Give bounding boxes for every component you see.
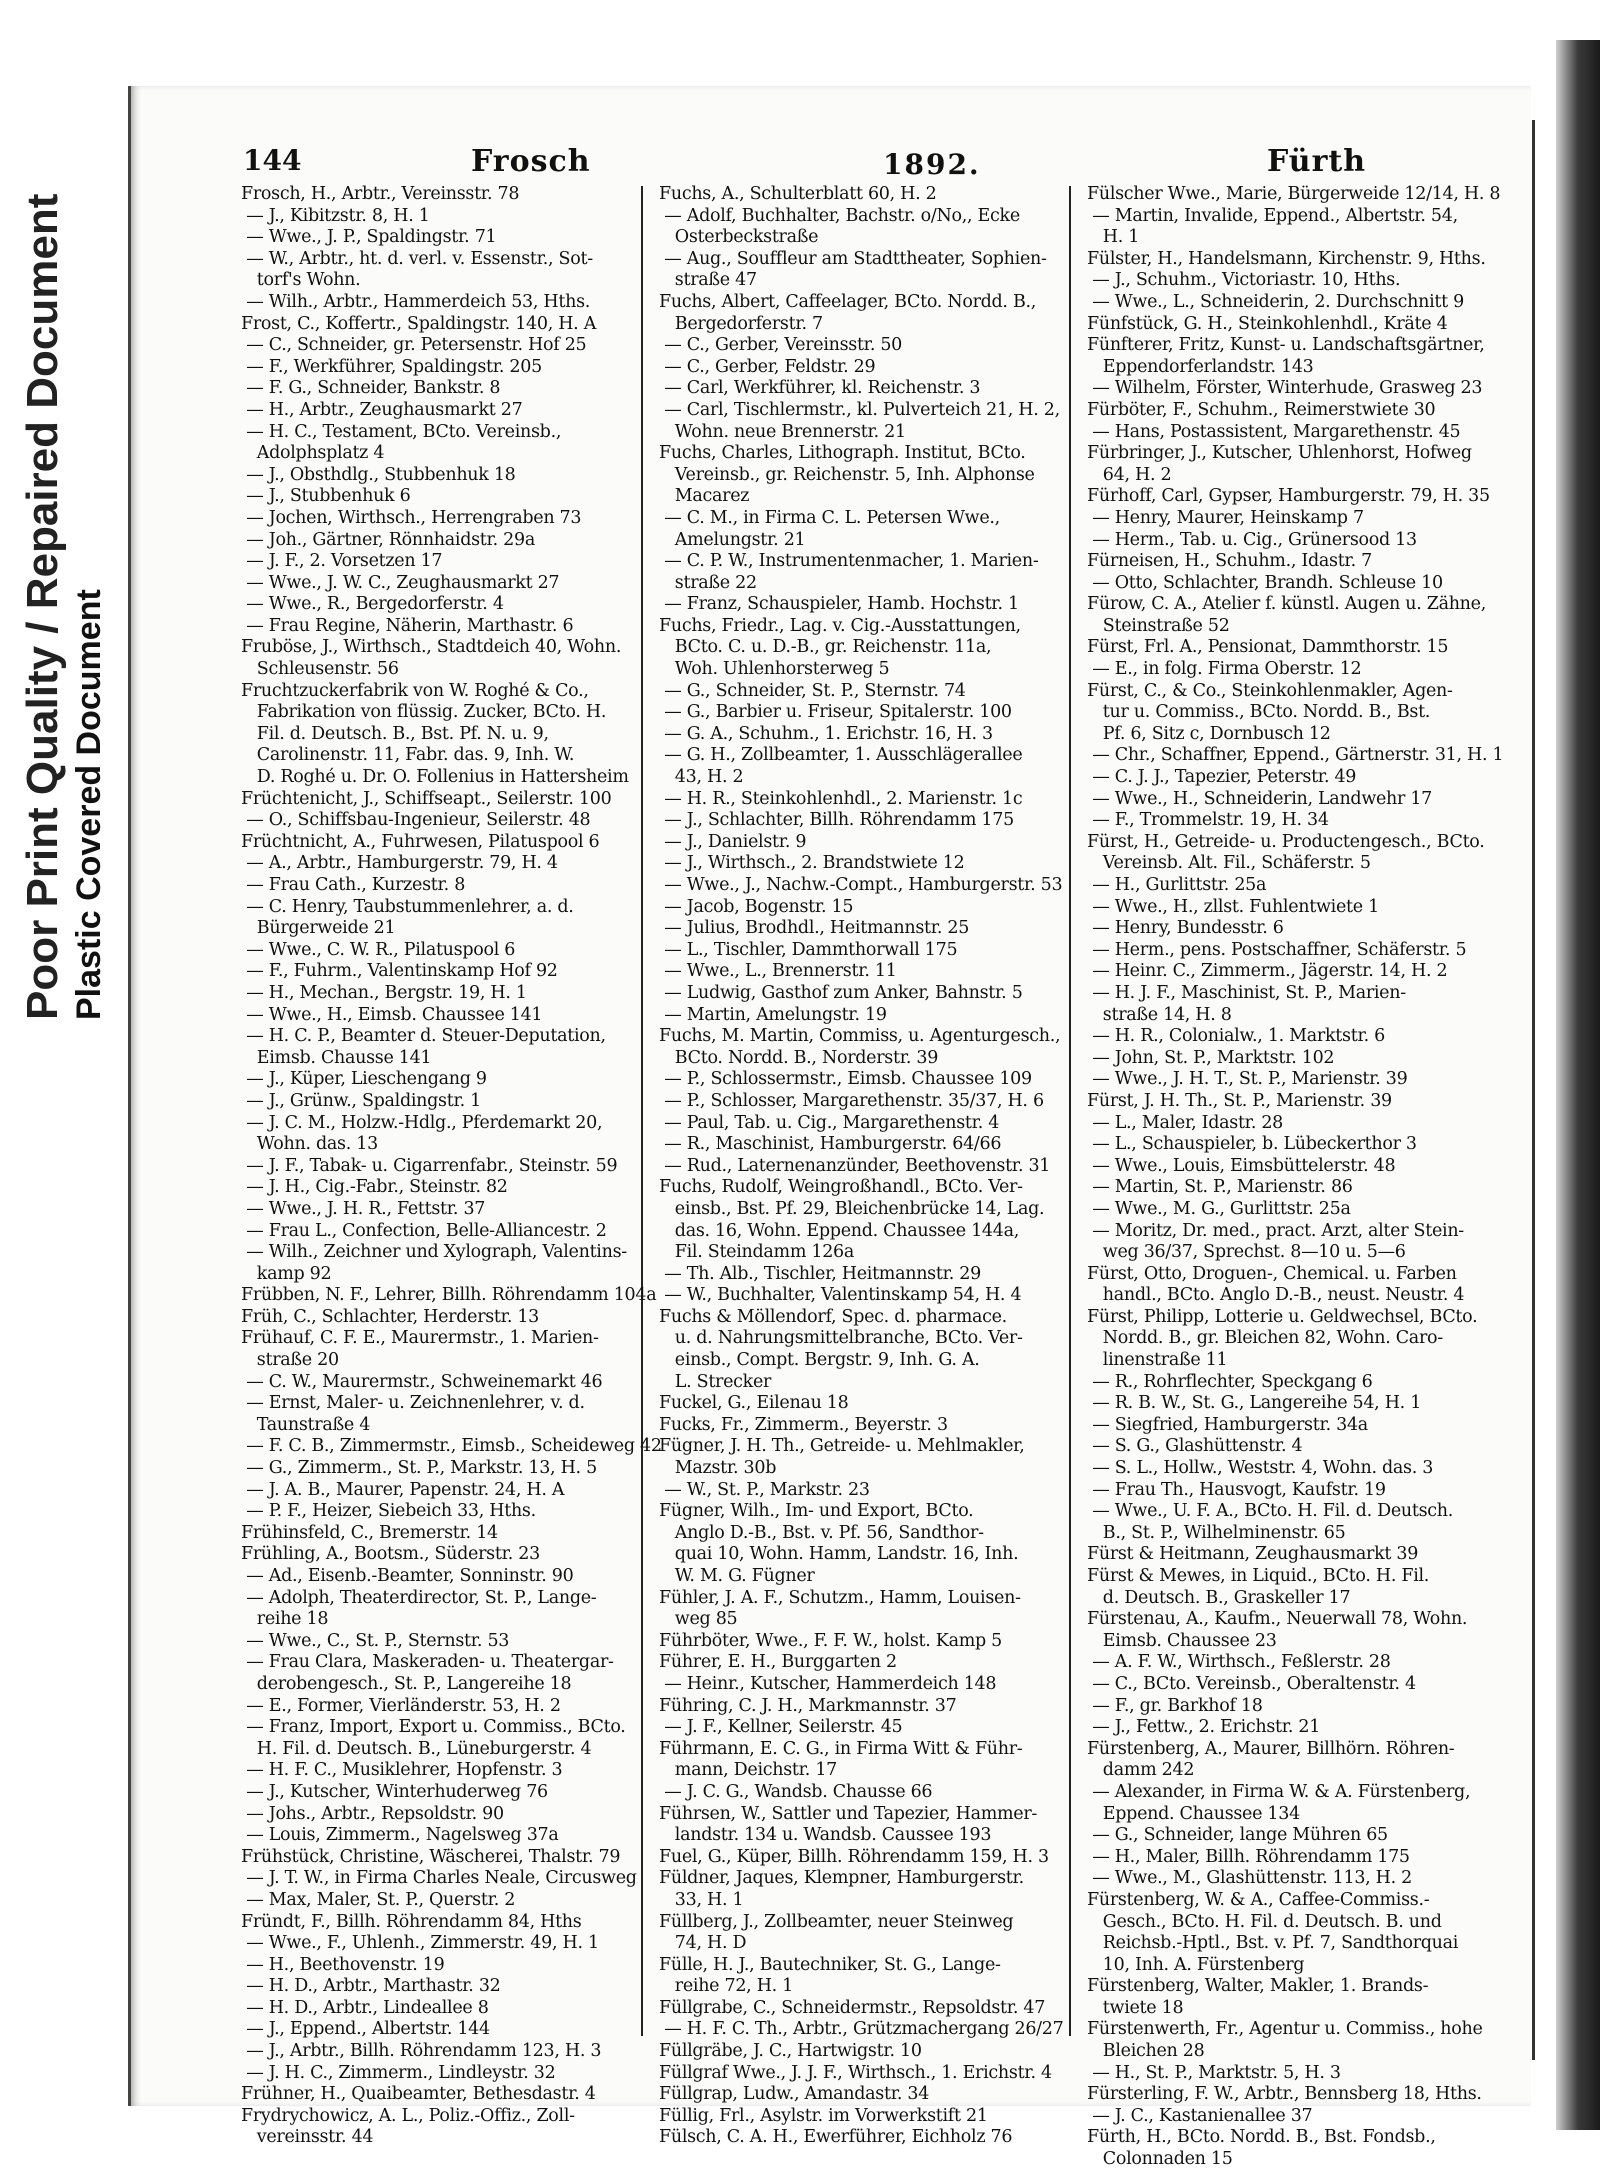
directory-entry-line: damm 242	[1087, 1760, 1195, 1781]
directory-entry-line: Anglo D.-B., Bst. v. Pf. 56, Sandthor-	[659, 1522, 984, 1543]
directory-entry-line: — J. C. M., Holzw.-Hdlg., Pferdemarkt 20,	[241, 1112, 603, 1133]
directory-entry-line: — H., St. P., Marktstr. 5, H. 3	[1087, 2062, 1341, 2083]
directory-entry-line: Fuchs, A., Schulterblatt 60, H. 2	[659, 184, 937, 204]
directory-entry-line: — J. C., Kastanienallee 37	[1087, 2105, 1313, 2126]
directory-entry-line: — Wilh., Zeichner und Xylograph, Valentins-	[241, 1242, 627, 1263]
directory-entry-line: — G. A., Schuhm., 1. Erichstr. 16, H. 3	[659, 723, 993, 744]
directory-entry-line: Füllgrap, Ludw., Amandastr. 34	[659, 2084, 930, 2105]
directory-entry-line: W. M. G. Fügner	[659, 1566, 815, 1586]
directory-entry-line: — G., Barbier u. Friseur, Spitalerstr. 100	[659, 702, 1012, 723]
directory-entry-line: — Rud., Laternenanzünder, Beethovenstr. 31	[659, 1155, 1051, 1176]
page-header	[131, 144, 1531, 184]
directory-entry-line: — F. G., Schneider, Bankstr. 8	[241, 378, 501, 399]
directory-entry-line: — C., BCto. Vereinsb., Oberaltenstr. 4	[1087, 1673, 1416, 1694]
directory-entry-line: — E., Former, Vierländerstr. 53, H. 2	[241, 1695, 561, 1716]
directory-entry-line: — W., Arbtr., ht. d. verl. v. Essenstr., Sot-	[241, 248, 593, 269]
directory-entry-line: Fil. d. Deutsch. B., Bst. Pf. N. u. 9,	[241, 723, 549, 744]
directory-entry-line: — C. W., Maurermstr., Schweinemarkt 46	[241, 1371, 603, 1392]
directory-entry-line: 10, Inh. A. Fürstenberg	[1087, 1954, 1305, 1975]
directory-entry-line: reihe 72, H. 1	[659, 1976, 794, 1997]
directory-entry-line: — A. F. W., Wirthsch., Feßlerstr. 28	[1087, 1652, 1391, 1673]
directory-entry-line: — J., Wirthsch., 2. Brandstwiete 12	[659, 853, 965, 874]
directory-entry-line: — G. H., Zollbeamter, 1. Ausschlägerallee	[659, 745, 1023, 766]
directory-entry-line: — Wwe., J. W. C., Zeughausmarkt 27	[241, 572, 560, 593]
directory-entry-line: — J., Fettw., 2. Erichstr. 21	[1087, 1717, 1321, 1738]
directory-entry-line: Frühauf, C. F. E., Maurermstr., 1. Marien-	[241, 1328, 599, 1349]
scan-edge-shadow	[1556, 40, 1600, 2130]
directory-entry-line: — H., Maler, Billh. Röhrendamm 175	[1087, 1846, 1410, 1867]
directory-entry-line: Füldner, Jaques, Klempner, Hamburgerstr.	[659, 1868, 1024, 1889]
directory-entry-line: — Wilh., Arbtr., Hammerdeich 53, Hths.	[241, 291, 591, 312]
directory-entry-line: — C. P. W., Instrumentenmacher, 1. Marien-	[659, 551, 1039, 572]
directory-entry-line: Bürgerweide 21	[241, 918, 396, 939]
directory-entry-line: Reichsb.-Hptl., Bst. v. Pf. 7, Sandthorquai	[1087, 1933, 1459, 1954]
directory-entry-line: Fülster, H., Handelsmann, Kirchenstr. 9, Hths.	[1087, 248, 1486, 269]
directory-entry-line: — F., gr. Barkhof 18	[1087, 1695, 1263, 1716]
directory-entry-line: Fürst & Mewes, in Liquid., BCto. H. Fil.	[1087, 1566, 1430, 1586]
directory-entry-line: — Adolf, Buchhalter, Bachstr. o/No,, Ecke	[659, 205, 1020, 226]
directory-entry-line: Fürneisen, H., Schuhm., Idastr. 7	[1087, 551, 1372, 572]
directory-entry-line: — H. D., Arbtr., Marthastr. 32	[241, 1976, 501, 1997]
directory-entry-line: — Wwe., R., Bergedorferstr. 4	[241, 594, 504, 615]
directory-entry-line: — H., Mechan., Bergstr. 19, H. 1	[241, 982, 527, 1003]
directory-entry-line: — H. D., Arbtr., Lindeallee 8	[241, 1997, 489, 2018]
directory-entry-line: — Carl, Tischlermstr., kl. Pulverteich 21, H. 2,	[659, 399, 1060, 420]
directory-entry-line: Fürbringer, J., Kutscher, Uhlenhorst, Hofweg	[1087, 443, 1472, 464]
directory-entry-line: — H. C. P., Beamter d. Steuer-Deputation,	[241, 1026, 606, 1047]
directory-entry-line: Fülle, H. J., Bautechniker, St. G., Lange-	[659, 1954, 1001, 1975]
directory-entry-line: Fürsterling, F. W., Arbtr., Bennsberg 18, Hths.	[1087, 2084, 1482, 2105]
directory-entry-line: — Wwe., L., Brennerstr. 11	[659, 961, 897, 982]
directory-entry-line: — F., Werkführer, Spaldingstr. 205	[241, 356, 542, 377]
directory-entry-line: — Herm., Tab. u. Cig., Grünersood 13	[1087, 529, 1417, 550]
directory-entry-line: Fuchs, Charles, Lithograph. Institut, BCto.	[659, 443, 1026, 464]
directory-entry-line: Füllgräbe, J. C., Hartwigstr. 10	[659, 2041, 922, 2062]
directory-entry-line: Fürst, Otto, Droguen-, Chemical. u. Farben	[1087, 1263, 1457, 1284]
column-middle	[659, 184, 1064, 2148]
directory-entry-line: — Franz, Import, Export u. Commiss., BCto.	[241, 1717, 626, 1738]
directory-entry-line: — Wwe., J. H. R., Fettstr. 37	[241, 1198, 486, 1219]
column-left	[241, 184, 662, 2148]
directory-entry-line: Führsen, W., Sattler und Tapezier, Hammer-	[659, 1803, 1038, 1824]
directory-entry-line: — J., Stubbenhuk 6	[241, 486, 411, 507]
directory-entry-line: — Julius, Brodhdl., Heitmannstr. 25	[659, 918, 970, 939]
directory-entry-line: BCto. C. u. D.-B., gr. Reichenstr. 11a,	[659, 637, 992, 658]
directory-entry-line: Fruchtzuckerfabrik von W. Roghé & Co.,	[241, 680, 589, 701]
directory-entry-line: — Wwe., C. W. R., Pilatuspool 6	[241, 939, 516, 960]
directory-entry-line: Steinstraße 52	[1087, 615, 1230, 636]
directory-entry-line: — Louis, Zimmerm., Nagelsweg 37a	[241, 1825, 559, 1846]
directory-entry-line: Fürth, H., BCto. Nordd. B., Bst. Fondsb.,	[1087, 2127, 1436, 2148]
directory-entry-line: — H. R., Steinkohlenhdl., 2. Marienstr. 1c	[659, 788, 1023, 809]
directory-entry-line: — J., Arbtr., Billh. Röhrendamm 123, H. 3	[241, 2041, 602, 2062]
directory-entry-line: Vereinsb., gr. Reichenstr. 5, Inh. Alphonse	[659, 464, 1035, 485]
directory-entry-line: H. 1	[1087, 227, 1140, 248]
directory-entry-line: — H. J. F., Maschinist, St. P., Marien-	[1087, 982, 1406, 1003]
directory-entry-line: Fürstenberg, A., Maurer, Billhörn. Röhren-	[1087, 1738, 1455, 1759]
directory-entry-line: Fucks, Fr., Zimmerm., Beyerstr. 3	[659, 1414, 948, 1435]
directory-entry-line: — Aug., Souffleur am Stadttheater, Sophien-	[659, 248, 1047, 269]
directory-entry-line: reihe 18	[241, 1609, 329, 1630]
directory-entry-line: — S. L., Hollw., Weststr. 4, Wohn. das. 3	[1087, 1458, 1434, 1479]
directory-entry-line: Früchtenicht, J., Schiffseapt., Seilerstr. 100	[241, 788, 612, 809]
directory-entry-line: — Wwe., H., zllst. Fuhlentwiete 1	[1087, 896, 1379, 917]
directory-entry-line: — Siegfried, Hamburgerstr. 34a	[1087, 1414, 1368, 1435]
directory-entry-line: — F. C. B., Zimmermstr., Eimsb., Scheideweg 42	[241, 1436, 662, 1457]
directory-entry-line: Vereinsb. Alt. Fil., Schäferstr. 5	[1087, 853, 1371, 874]
directory-entry-line: straße 14, H. 8	[1087, 1004, 1232, 1025]
directory-entry-line: Pf. 6, Sitz c, Dornbusch 12	[1087, 723, 1331, 744]
directory-entry-line: — J., Schlachter, Billh. Röhrendamm 175	[659, 810, 1014, 831]
header-year: 1892.	[883, 148, 981, 181]
directory-entry-line: — Chr., Schaffner, Eppend., Gärtnerstr. 31, H. 1	[1087, 745, 1504, 766]
directory-entry-line: Fürstenwerth, Fr., Agentur u. Commiss., hohe	[1087, 2019, 1483, 2040]
directory-entry-line: Wohn. das. 13	[241, 1134, 378, 1155]
directory-entry-line: — Frau Th., Hausvogt, Kaufstr. 19	[1087, 1479, 1386, 1500]
directory-entry-line: — Carl, Werkführer, kl. Reichenstr. 3	[659, 378, 981, 399]
directory-entry-line: — Henry, Bundesstr. 6	[1087, 918, 1284, 939]
directory-entry-line: Mazstr. 30b	[659, 1458, 777, 1479]
directory-entry-line: Fürst & Heitmann, Zeughausmarkt 39	[1087, 1544, 1419, 1565]
directory-entry-line: quai 10, Wohn. Hamm, Landstr. 16, Inh.	[659, 1544, 1019, 1565]
directory-entry-line: — R., Maschinist, Hamburgerstr. 64/66	[659, 1134, 1002, 1155]
directory-entry-line: Fügner, Wilh., Im- und Export, BCto.	[659, 1501, 974, 1522]
directory-entry-line: Fügner, J. H. Th., Getreide- u. Mehlmakler,	[659, 1436, 1025, 1457]
directory-entry-line: Frost, C., Koffertr., Spaldingstr. 140, H. A	[241, 313, 597, 334]
directory-entry-line: Eppendorferlandstr. 143	[1087, 356, 1314, 377]
directory-entry-line: das. 16, Wohn. Eppend. Chaussee 144a,	[659, 1220, 1019, 1241]
directory-entry-line: — Johs., Arbtr., Repsoldstr. 90	[241, 1803, 504, 1824]
directory-entry-line: — J. F., Kellner, Seilerstr. 45	[659, 1717, 903, 1738]
directory-entry-line: Woh. Uhlenhorsterweg 5	[659, 659, 890, 680]
directory-entry-line: — Henry, Maurer, Heinskamp 7	[1087, 507, 1364, 528]
side-label-repaired: Poor Print Quality / Repaired Document	[18, 193, 67, 1020]
directory-entry-line: Frosch, H., Arbtr., Vereinsstr. 78	[241, 184, 520, 204]
directory-entry-line: landstr. 134 u. Wandsb. Caussee 193	[659, 1825, 992, 1846]
directory-entry-line: — J. H. C., Zimmerm., Lindleystr. 32	[241, 2062, 556, 2083]
directory-entry-line: — P. F., Heizer, Siebeich 33, Hths.	[241, 1501, 536, 1522]
directory-entry-line: — Wwe., J., Nachw.-Compt., Hamburgerstr. 53	[659, 875, 1063, 895]
directory-entry-line: Osterbeckstraße	[659, 227, 819, 248]
directory-entry-line: — W., Buchhalter, Valentinskamp 54, H. 4	[659, 1285, 1022, 1306]
directory-entry-line: Fülscher Wwe., Marie, Bürgerweide 12/14, H. 8	[1087, 184, 1501, 204]
directory-entry-line: — Max, Maler, St. P., Querstr. 2	[241, 1889, 516, 1910]
directory-entry-line: — H. F. C., Musiklehrer, Hopfenstr. 3	[241, 1760, 563, 1781]
directory-entry-line: — Frau Cath., Kurzestr. 8	[241, 875, 466, 895]
header-right-word: Fürth	[1267, 144, 1367, 179]
directory-entry-line: kamp 92	[241, 1263, 332, 1284]
directory-entry-line: — Wwe., J. H. T., St. P., Marienstr. 39	[1087, 1069, 1408, 1090]
directory-entry-line: Führer, E. H., Burggarten 2	[659, 1652, 897, 1673]
directory-entry-line: Fruböse, J., Wirthsch., Stadtdeich 40, Wohn.	[241, 637, 622, 658]
directory-entry-line: Fuckel, G., Eilenau 18	[659, 1393, 849, 1414]
directory-entry-line: straße 47	[659, 270, 757, 291]
directory-entry-line: Führing, C. J. H., Markmannstr. 37	[659, 1695, 957, 1716]
directory-entry-line: — Heinr. C., Zimmerm., Jägerstr. 14, H. 2	[1087, 961, 1448, 982]
directory-entry-line: Fürst, J. H. Th., St. P., Marienstr. 39	[1087, 1090, 1392, 1111]
directory-entry-line: torf's Wohn.	[241, 270, 361, 291]
directory-entry-line: H. Fil. d. Deutsch. B., Lüneburgerstr. 4	[241, 1738, 592, 1759]
directory-entry-line: vereinsstr. 44	[241, 2127, 374, 2148]
directory-entry-line: D. Roghé u. Dr. O. Follenius in Hattersheim	[241, 767, 629, 788]
directory-entry-line: — Moritz, Dr. med., pract. Arzt, alter Stein-	[1087, 1220, 1464, 1241]
page-right-edge	[1532, 120, 1535, 2060]
directory-entry-line: — F., Trommelstr. 19, H. 34	[1087, 810, 1329, 831]
directory-entry-line: — J. F., 2. Vorsetzen 17	[241, 551, 443, 572]
directory-entry-line: Fuchs, Albert, Caffeelager, BCto. Nordd. B.,	[659, 291, 1037, 312]
directory-entry-line: 33, H. 1	[659, 1889, 744, 1910]
directory-entry-line: — Wwe., H., Schneiderin, Landwehr 17	[1087, 788, 1433, 809]
scan-side-label	[18, 140, 118, 1040]
directory-entry-line: Führböter, Wwe., F. F. W., holst. Kamp 5	[659, 1630, 1002, 1651]
directory-entry-line: — J., Danielstr. 9	[659, 831, 807, 852]
header-left-word: Frosch	[471, 144, 591, 179]
directory-entry-line: — J., Obsthdlg., Stubbenhuk 18	[241, 464, 516, 485]
directory-entry-line: derobengesch., St. P., Langereihe 18	[241, 1673, 572, 1694]
directory-entry-line: — J., Kibitzstr. 8, H. 1	[241, 205, 430, 226]
directory-entry-line: Früh, C., Schlachter, Herderstr. 13	[241, 1306, 540, 1327]
directory-entry-line: — Ernst, Maler- u. Zeichnenlehrer, v. d.	[241, 1393, 585, 1414]
directory-entry-line: — H. F. C. Th., Arbtr., Grützmachergang 26/27	[659, 2019, 1064, 2040]
directory-entry-line: — C. Henry, Taubstummenlehrer, a. d.	[241, 896, 574, 917]
directory-entry-line: Frühstück, Christine, Wäscherei, Thalstr. 79	[241, 1846, 621, 1867]
directory-entry-line: — Wwe., C., St. P., Sternstr. 53	[241, 1630, 510, 1651]
directory-entry-line: — J., Grünw., Spaldingstr. 1	[241, 1090, 481, 1111]
directory-entry-line: — C. M., in Firma C. L. Petersen Wwe.,	[659, 507, 1000, 528]
directory-entry-line: — P., Schlossermstr., Eimsb. Chaussee 109	[659, 1069, 1032, 1090]
directory-entry-line: — Wwe., Louis, Eimsbüttelerstr. 48	[1087, 1155, 1396, 1176]
directory-entry-line: tur u. Commiss., BCto. Nordd. B., Bst.	[1087, 702, 1431, 723]
directory-entry-line: Colonnaden 15	[1087, 2149, 1233, 2170]
directory-entry-line: — H., Arbtr., Zeughausmarkt 27	[241, 399, 523, 420]
directory-entry-line: — J., Eppend., Albertstr. 144	[241, 2019, 490, 2040]
side-label-plastic: Plastic Covered Document	[70, 589, 108, 1020]
directory-entry-line: — G., Schneider, lange Mühren 65	[1087, 1825, 1388, 1846]
directory-entry-line: — L., Tischler, Dammthorwall 175	[659, 939, 958, 960]
directory-entry-line: — Wwe., U. F. A., BCto. H. Fil. d. Deutsch.	[1087, 1501, 1454, 1522]
directory-entry-line: — Joh., Gärtner, Rönnhaidstr. 29a	[241, 529, 535, 550]
directory-entry-line: — Frau Regine, Näherin, Marthastr. 6	[241, 615, 574, 636]
directory-entry-line: einsb., Compt. Bergstr. 9, Inh. G. A.	[659, 1350, 980, 1371]
directory-entry-line: Fühler, J. A. F., Schutzm., Hamm, Louisen-	[659, 1587, 1021, 1608]
directory-entry-line: — L., Maler, Idastr. 28	[1087, 1112, 1284, 1133]
directory-entry-line: — R. B. W., St. G., Langereihe 54, H. 1	[1087, 1393, 1422, 1414]
directory-entry-line: — E., in folg. Firma Oberstr. 12	[1087, 659, 1362, 680]
directory-entry-line: Bleichen 28	[1087, 2041, 1205, 2062]
directory-entry-line: Frübben, N. F., Lehrer, Billh. Röhrendamm 104a	[241, 1285, 657, 1306]
directory-entry-line: Fünfterer, Fritz, Kunst- u. Landschaftsgärtner,	[1087, 335, 1485, 356]
directory-entry-line: einsb., Bst. Pf. 29, Bleichenbrücke 14, Lag.	[659, 1198, 1045, 1219]
directory-entry-line: 64, H. 2	[1087, 464, 1172, 485]
directory-entry-line: — J., Schuhm., Victoriastr. 10, Hths.	[1087, 270, 1401, 291]
directory-entry-line: Fabrikation von flüssig. Zucker, BCto. H.	[241, 702, 607, 723]
directory-entry-line: Fürow, C. A., Atelier f. künstl. Augen u. Zähne,	[1087, 594, 1486, 615]
directory-entry-line: Frühner, H., Quaibeamter, Bethesdastr. 4	[241, 2084, 596, 2105]
directory-entry-line: Frühling, A., Bootsm., Süderstr. 23	[241, 1544, 540, 1565]
directory-entry-line: Fuchs, Friedr., Lag. v. Cig.-Ausstattungen,	[659, 615, 1021, 636]
directory-entry-line: Eimsb. Chaussee 23	[1087, 1630, 1277, 1651]
page-number: 144	[243, 144, 302, 177]
directory-entry-line: Schleusenstr. 56	[241, 659, 399, 680]
directory-entry-line: — J. C. G., Wandsb. Chausse 66	[659, 1781, 933, 1802]
directory-entry-line: — Herm., pens. Postschaffner, Schäferstr. 5	[1087, 939, 1467, 960]
directory-entry-line: Fürstenberg, Walter, Makler, 1. Brands-	[1087, 1976, 1429, 1997]
directory-entry-line: straße 20	[241, 1350, 339, 1371]
directory-entry-line: 43, H. 2	[659, 767, 744, 788]
directory-entry-line: Fürböter, F., Schuhm., Reimerstwiete 30	[1087, 399, 1436, 420]
directory-entry-line: handl., BCto. Anglo D.-B., neust. Neustr. 4	[1087, 1285, 1465, 1306]
directory-entry-line: Füllig, Frl., Asylstr. im Vorwerkstift 21	[659, 2105, 988, 2126]
directory-entry-line: — Wwe., F., Uhlenh., Zimmerstr. 49, H. 1	[241, 1933, 599, 1954]
directory-entry-line: Fuchs, M. Martin, Commiss, u. Agenturgesch.,	[659, 1026, 1061, 1047]
directory-entry-line: — A., Arbtr., Hamburgerstr. 79, H. 4	[241, 853, 558, 874]
directory-entry-line: Führmann, E. C. G., in Firma Witt & Führ-	[659, 1738, 1023, 1759]
directory-entry-line: Fil. Steindamm 126a	[659, 1242, 855, 1263]
directory-entry-line: weg 85	[659, 1609, 738, 1630]
directory-entry-line: 74, H. D	[659, 1933, 747, 1954]
directory-entry-line: — R., Rohrflechter, Speckgang 6	[1087, 1371, 1373, 1392]
directory-entry-line: Fürst, H., Getreide- u. Productengesch., BCto.	[1087, 831, 1485, 852]
directory-entry-line: Füllgraf Wwe., J. J. F., Wirthsch., 1. Erichstr. 4	[659, 2062, 1052, 2083]
directory-entry-line: L. Strecker	[659, 1371, 772, 1392]
directory-entry-line: — S. G., Glashüttenstr. 4	[1087, 1436, 1303, 1457]
directory-entry-line: Fuel, G., Küper, Billh. Röhrendamm 159, H. 3	[659, 1846, 1049, 1867]
directory-entry-line: — Otto, Schlachter, Brandh. Schleuse 10	[1087, 572, 1443, 593]
directory-entry-line: Fürstenau, A., Kaufm., Neuerwall 78, Wohn.	[1087, 1609, 1468, 1630]
directory-entry-line: Fülsch, C. A. H., Ewerführer, Eichholz 76	[659, 2127, 1013, 2148]
directory-entry-line: Fuchs, Rudolf, Weingroßhandl., BCto. Ver-	[659, 1177, 1023, 1198]
directory-entry-line: — J., Kutscher, Winterhuderweg 76	[241, 1781, 548, 1802]
directory-entry-line: Gesch., BCto. H. Fil. d. Deutsch. B. und	[1087, 1911, 1442, 1932]
directory-entry-line: — Paul, Tab. u. Cig., Margarethenstr. 4	[659, 1112, 1000, 1133]
directory-entry-line: — J. F., Tabak- u. Cigarrenfabr., Steinstr. 59	[241, 1155, 618, 1176]
directory-entry-line: — Wwe., M., Glashüttenstr. 113, H. 2	[1087, 1868, 1412, 1889]
directory-entry-line: Carolinenstr. 11, Fabr. das. 9, Inh. W.	[241, 745, 575, 766]
directory-entry-line: B., St. P., Wilhelminenstr. 65	[1087, 1522, 1346, 1543]
directory-entry-line: — Hans, Postassistent, Margarethenstr. 45	[1087, 421, 1461, 442]
directory-entry-line: — H., Gurlittstr. 25a	[1087, 875, 1267, 895]
directory-entry-line: — Ad., Eisenb.-Beamter, Sonninstr. 90	[241, 1566, 574, 1586]
directory-entry-line: Fürst, Philipp, Lotterie u. Geldwechsel, BCto.	[1087, 1306, 1478, 1327]
directory-entry-line: Fründt, F., Billh. Röhrendamm 84, Hths	[241, 1911, 582, 1932]
directory-entry-line: — Jacob, Bogenstr. 15	[659, 896, 854, 917]
column-divider	[1069, 186, 1071, 2036]
directory-entry-line: — Wwe., M. G., Gurlittstr. 25a	[1087, 1198, 1351, 1219]
directory-entry-line: — J. A. B., Maurer, Papenstr. 24, H. A	[241, 1479, 565, 1500]
directory-entry-line: Fürhoff, Carl, Gypser, Hamburgerstr. 79, H. 35	[1087, 486, 1490, 507]
directory-entry-line: — Th. Alb., Tischler, Heitmannstr. 29	[659, 1263, 981, 1284]
directory-entry-line: Fürstenberg, W. & A., Caffee-Commiss.-	[1087, 1889, 1430, 1910]
directory-entry-line: — John, St. P., Marktstr. 102	[1087, 1047, 1335, 1068]
directory-entry-line: Fürst, Frl. A., Pensionat, Dammthorstr. 15	[1087, 637, 1449, 658]
directory-entry-line: — Wilhelm, Förster, Winterhude, Grasweg 23	[1087, 378, 1483, 399]
directory-entry-line: — Alexander, in Firma W. & A. Fürstenberg,	[1087, 1781, 1471, 1802]
directory-entry-line: — Ludwig, Gasthof zum Anker, Bahnstr. 5	[659, 982, 1023, 1003]
directory-entry-line: — Franz, Schauspieler, Hamb. Hochstr. 1	[659, 594, 1019, 615]
directory-entry-line: Fürst, C., & Co., Steinkohlenmakler, Agen-	[1087, 680, 1453, 701]
directory-entry-line: Wohn. neue Brennerstr. 21	[659, 421, 906, 442]
directory-entry-line: — Jochen, Wirthsch., Herrengraben 73	[241, 507, 582, 528]
directory-entry-line: — H., Beethovenstr. 19	[241, 1954, 445, 1975]
directory-entry-line: mann, Deichstr. 17	[659, 1760, 837, 1781]
column-right	[1087, 184, 1504, 2170]
directory-entry-line: — L., Schauspieler, b. Lübeckerthor 3	[1087, 1134, 1417, 1155]
directory-page	[128, 86, 1531, 2170]
directory-entry-line: Eimsb. Chausse 141	[241, 1047, 432, 1068]
directory-entry-line: linenstraße 11	[1087, 1350, 1228, 1371]
directory-entry-line: — Martin, St. P., Marienstr. 86	[1087, 1177, 1353, 1198]
directory-entry-line: — F., Fuhrm., Valentinskamp Hof 92	[241, 961, 558, 982]
directory-entry-line: — Frau Clara, Maskeraden- u. Theatergar-	[241, 1652, 614, 1673]
directory-entry-line: Frydrychowicz, A. L., Poliz.-Offiz., Zoll-	[241, 2105, 575, 2126]
directory-entry-line: Früchtnicht, A., Fuhrwesen, Pilatuspool 6	[241, 831, 600, 852]
directory-entry-line: Frühinsfeld, C., Bremerstr. 14	[241, 1522, 498, 1543]
directory-entry-line: Fünfstück, G. H., Steinkohlenhdl., Kräte 4	[1087, 313, 1448, 334]
directory-entry-line: — C. J. J., Tapezier, Peterstr. 49	[1087, 767, 1357, 788]
directory-entry-line: Füllberg, J., Zollbeamter, neuer Steinweg	[659, 1911, 1014, 1932]
directory-entry-line: — Frau L., Confection, Belle-Alliancestr. 2	[241, 1220, 607, 1241]
directory-entry-line: BCto. Nordd. B., Norderstr. 39	[659, 1047, 939, 1068]
directory-entry-line: — O., Schiffsbau-Ingenieur, Seilerstr. 48	[241, 810, 591, 831]
directory-entry-line: Füllgrabe, C., Schneidermstr., Repsoldstr. 47	[659, 1997, 1046, 2018]
directory-entry-line: Macarez	[659, 486, 750, 507]
directory-entry-line: — C., Gerber, Feldstr. 29	[659, 356, 876, 377]
directory-entry-line: weg 36/37, Sprechst. 8—10 u. 5—6	[1087, 1242, 1406, 1263]
directory-entry-line: — C., Schneider, gr. Petersenstr. Hof 25	[241, 335, 587, 356]
directory-entry-line: — J. H., Cig.-Fabr., Steinstr. 82	[241, 1177, 508, 1198]
directory-entry-line: — C., Gerber, Vereinsstr. 50	[659, 335, 903, 356]
directory-entry-line: — W., St. P., Markstr. 23	[659, 1479, 870, 1500]
directory-entry-line: Eppend. Chaussee 134	[1087, 1803, 1300, 1824]
directory-entry-line: — Wwe., L., Schneiderin, 2. Durchschnitt 9	[1087, 291, 1464, 312]
directory-entry-line: Adolphsplatz 4	[241, 443, 385, 464]
directory-entry-line: — J., Küper, Lieschengang 9	[241, 1069, 487, 1090]
directory-entry-line: straße 22	[659, 572, 757, 593]
directory-entry-line: — Wwe., J. P., Spaldingstr. 71	[241, 227, 497, 248]
directory-entry-line: — J. T. W., in Firma Charles Neale, Circusweg	[241, 1868, 637, 1889]
directory-entry-line: Fuchs & Möllendorf, Spec. d. pharmace.	[659, 1306, 1007, 1327]
directory-entry-line: d. Deutsch. B., Graskeller 17	[1087, 1587, 1351, 1608]
directory-entry-line: Nordd. B., gr. Bleichen 82, Wohn. Caro-	[1087, 1328, 1443, 1349]
directory-entry-line: — G., Zimmerm., St. P., Markstr. 13, H. 5	[241, 1458, 597, 1479]
directory-entry-line: twiete 18	[1087, 1997, 1184, 2018]
directory-entry-line: Bergedorferstr. 7	[659, 313, 823, 334]
directory-entry-line: u. d. Nahrungsmittelbranche, BCto. Ver-	[659, 1328, 1023, 1349]
directory-entry-line: — Wwe., H., Eimsb. Chaussee 141	[241, 1004, 543, 1025]
directory-entry-line: — Heinr., Kutscher, Hammerdeich 148	[659, 1673, 997, 1694]
directory-entry-line: — H. C., Testament, BCto. Vereinsb.,	[241, 421, 562, 442]
directory-entry-line: Taunstraße 4	[241, 1414, 371, 1435]
directory-entry-line: Amelungstr. 21	[659, 529, 806, 550]
directory-entry-line: — Martin, Invalide, Eppend., Albertstr. 54,	[1087, 205, 1458, 226]
directory-entry-line: — Martin, Amelungstr. 19	[659, 1004, 887, 1025]
directory-entry-line: — H. R., Colonialw., 1. Marktstr. 6	[1087, 1026, 1385, 1047]
directory-entry-line: — G., Schneider, St. P., Sternstr. 74	[659, 680, 966, 701]
directory-entry-line: — P., Schlosser, Margarethenstr. 35/37, H. 6	[659, 1090, 1044, 1111]
directory-entry-line: — Adolph, Theaterdirector, St. P., Lange-	[241, 1587, 597, 1608]
